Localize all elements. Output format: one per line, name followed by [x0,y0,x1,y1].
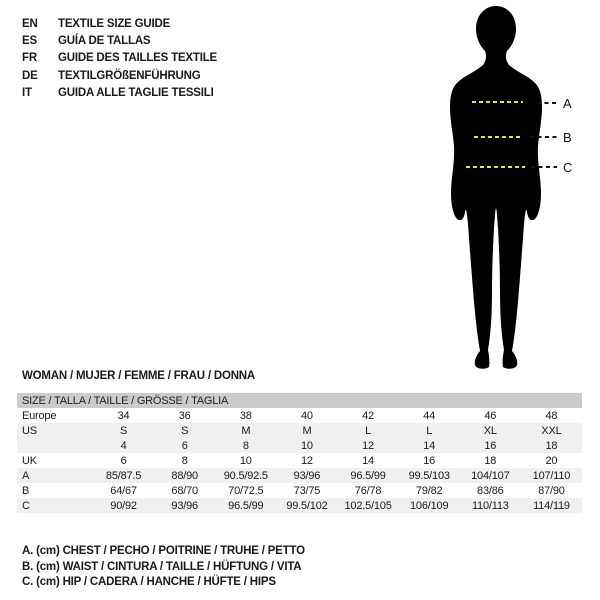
size-table-cell: 102.5/105 [344,499,392,512]
size-table-cell: 10 [301,439,313,452]
guide-title: GUÍA DE TALLAS [58,34,151,47]
size-table-cell: 12 [362,439,374,452]
language-row-es [22,32,217,49]
size-table-cell: 44 [423,409,436,422]
size-table-cell: 14 [362,454,374,467]
size-table-header-label: SIZE / TALLA / TAILLE / GRÖSSE / TAGLIA [22,394,229,407]
size-table-row-label: US [22,424,37,437]
size-table-cell: 64/67 [110,484,137,497]
size-table-cell: 90/92 [110,499,137,512]
size-table-cell: 87/90 [538,484,565,497]
size-table-row-label: Europe [22,409,57,422]
size-table-cell: 99.5/102 [286,499,328,512]
chest-marker-label: A [563,96,572,111]
size-table-cell: 48 [545,409,558,422]
language-row-de [22,67,217,84]
language-row-en [22,15,217,32]
language-code: FR [22,52,37,65]
size-table-row [17,498,582,513]
size-table-row [17,483,582,498]
guide-title: GUIDE DES TAILLES TEXTILE [58,52,217,65]
size-table-body [17,408,582,513]
size-table-cell: 10 [239,454,252,467]
size-table-header [17,393,582,408]
guide-title: TEXTILE SIZE GUIDE [58,17,171,30]
size-table-cell: 38 [239,409,252,422]
size-table-cell: M [302,424,312,437]
language-code: DE [22,69,38,82]
language-code: EN [22,17,38,30]
language-title-list [22,15,217,101]
measurement-figure [418,0,600,380]
size-table-cell: 6 [120,454,127,467]
size-table-cell: 36 [178,409,191,422]
size-table-cell: L [365,424,372,437]
section-title-woman: WOMAN / MUJER / FEMME / FRAU / DONNA [22,370,256,382]
guide-title: GUIDA ALLE TAGLIE TESSILI [58,86,214,99]
size-table-cell: 79/82 [415,484,443,497]
size-table-row [17,453,582,468]
size-table-cell: 90.5/92.5 [223,469,268,482]
size-table-cell: 107/110 [532,469,571,482]
size-table-row [17,408,582,423]
size-table-cell: L [426,424,433,437]
size-table-cell: 20 [545,454,558,467]
language-code: IT [22,86,32,99]
legend-chest: A. (cm) CHEST / PECHO / POITRINE / TRUHE / PETTO [22,545,305,557]
measurement-legend [22,545,305,592]
language-row-fr [22,50,217,67]
language-row-it [22,84,217,101]
size-table-cell: 106/109 [410,499,449,512]
size-table-cell: S [181,424,189,437]
size-table-cell: 93/96 [171,499,198,512]
size-table-cell: 34 [117,409,130,422]
size-table-cell: 18 [545,439,558,452]
size-table-cell: 110/113 [471,499,509,512]
size-table-cell: M [241,424,251,437]
size-table-row-label: B [22,484,30,497]
size-table-cell: 114/119 [533,499,570,512]
size-table-cell: XXL [541,424,562,437]
size-table-cell: 40 [301,409,313,422]
size-table-cell: 46 [484,409,497,422]
size-table-cell: 6 [181,439,188,452]
size-table-row-label: A [22,469,30,482]
size-table-cell: 8 [242,439,249,452]
size-table-cell: 18 [484,454,497,467]
size-table-cell: XL [483,424,497,437]
size-table-cell: 88/90 [171,469,198,482]
size-table-cell: 42 [362,409,374,422]
size-table-cell: 8 [181,454,188,467]
size-table-cell: 16 [484,439,497,452]
size-table-row-label: C [22,499,30,512]
size-table [17,393,582,513]
size-table-cell: 68/70 [171,484,198,497]
size-table-row [17,468,582,483]
legend-waist: B. (cm) WAIST / CINTURA / TAILLE / HÜFTUNG / VITA [22,560,302,573]
size-table-cell: 16 [423,454,436,467]
size-table-cell: 14 [423,439,436,452]
size-table-cell: S [119,424,128,437]
size-table-cell: 76/78 [354,484,382,497]
size-table-cell: 83/86 [477,484,504,497]
size-table-cell: 96.5/99 [228,499,264,512]
guide-title: TEXTILGRÖßENFÜHRUNG [58,69,201,82]
size-table-cell: 70/72.5 [228,484,264,497]
language-code: ES [22,34,37,47]
legend-hip: C. (cm) HIP / CADERA / HANCHE / HÜFTE / HIPS [22,576,276,589]
size-table-cell: 73/75 [293,484,321,497]
size-table-row-label: UK [22,454,37,467]
size-table-row [17,438,582,453]
waist-marker-label: B [563,130,572,145]
size-table-cell: 96.5/99 [350,469,386,482]
size-table-cell: 93/96 [293,469,321,482]
size-table-row [17,423,582,438]
hip-marker-label: C [563,160,573,175]
size-table-cell: 99.5/103 [408,469,450,482]
size-table-cell: 104/107 [471,469,510,482]
size-table-cell: 85/87.5 [105,469,142,482]
size-table-cell: 4 [120,439,127,452]
size-table-cell: 12 [301,454,313,467]
woman-silhouette [450,6,542,369]
